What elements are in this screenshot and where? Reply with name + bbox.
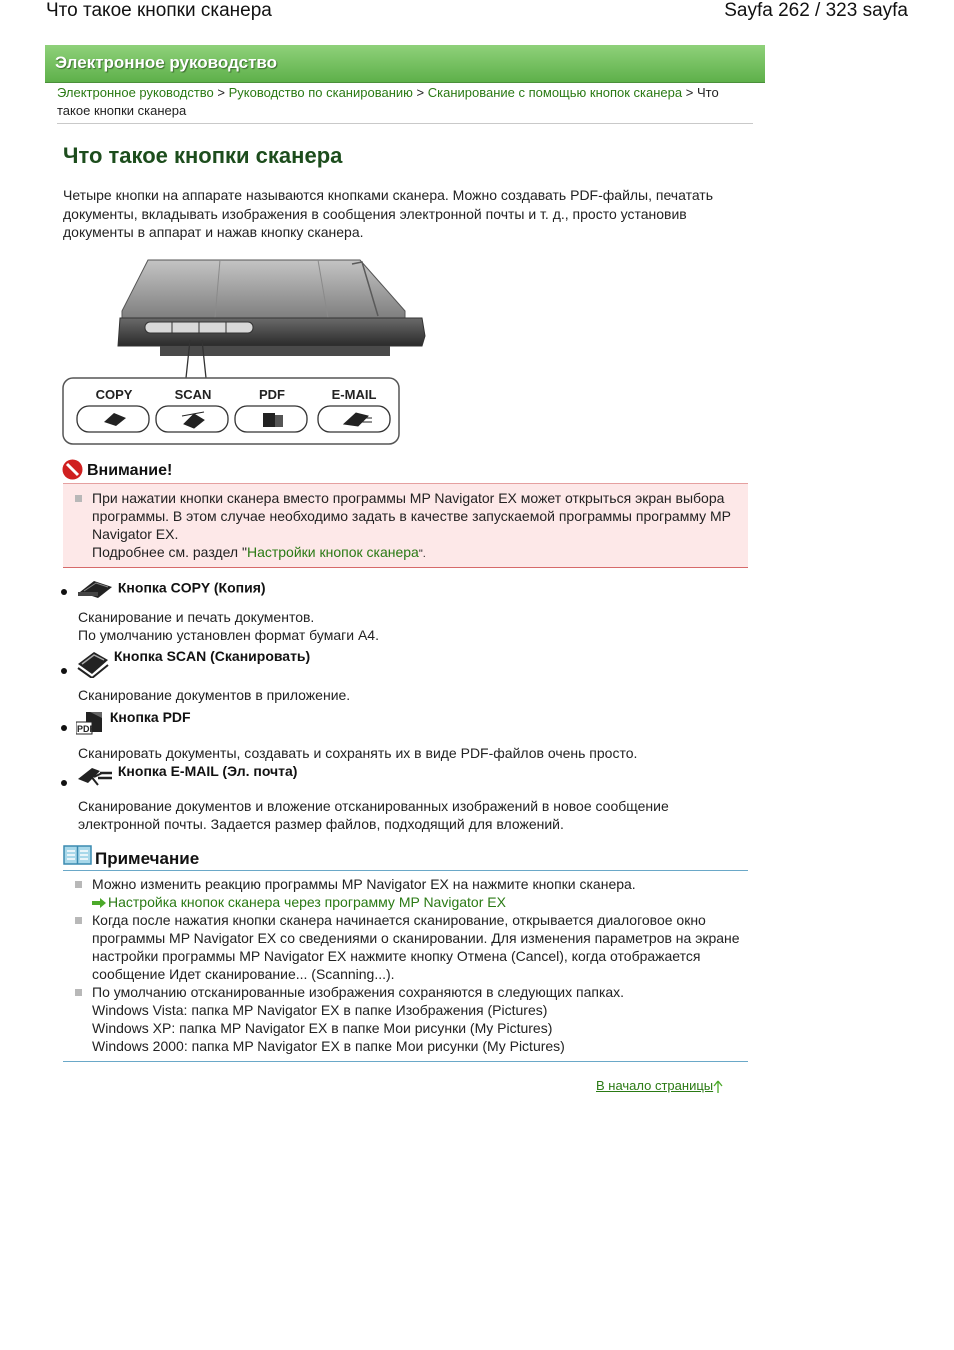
- bullet-dot: [61, 589, 67, 595]
- scan-button-title: Кнопка SCAN (Сканировать): [113, 647, 311, 664]
- scanner-label-copy: COPY: [95, 387, 133, 402]
- breadcrumb-link-scanner-buttons[interactable]: Сканирование с помощью кнопок сканера: [427, 85, 683, 100]
- svg-text:PDF: PDF: [77, 724, 95, 734]
- note-item-text: Можно изменить реакцию программы MP Navigator EX на нажмите кнопки сканера.: [92, 876, 636, 892]
- note-title: Примечание: [95, 849, 200, 868]
- breadcrumb-separator: >: [217, 85, 226, 100]
- back-to-top-label: В начало страницы: [596, 1078, 714, 1093]
- book-icon: [63, 844, 92, 866]
- copy-button-title: Кнопка COPY (Копия): [117, 579, 266, 596]
- pdf-desc-line: Сканировать документы, создавать и сохранять их в виде PDF-файлов очень просто.: [78, 745, 638, 761]
- breadcrumb-current: Что такое кнопки сканера: [57, 85, 719, 118]
- bullet-dot: [61, 725, 67, 731]
- email-button-title: Кнопка E-MAIL (Эл. почта): [117, 762, 298, 779]
- copy-icon: [76, 578, 114, 600]
- caution-more-suffix: ".: [418, 548, 426, 560]
- bullet-dot: [61, 780, 67, 786]
- page-number: Sayfa 262 / 323 sayfa: [724, 0, 908, 21]
- caution-more-prefix: Подробнее см. раздел ": [92, 544, 247, 560]
- caution-box: [63, 483, 748, 568]
- copy-desc-line: Сканирование и печать документов.: [78, 609, 315, 625]
- back-to-top-link[interactable]: [596, 1078, 723, 1094]
- breadcrumb-divider: [57, 123, 753, 124]
- arrow-right-icon: [92, 898, 106, 908]
- page-header: [46, 0, 908, 26]
- caution-more: [92, 543, 732, 563]
- note-item: [63, 911, 748, 983]
- note-divider-bottom: [63, 1061, 748, 1062]
- note-item: [63, 983, 748, 1055]
- bullet-square: [75, 495, 82, 502]
- scanner-button-settings-link[interactable]: Настройки кнопок сканера: [246, 544, 419, 560]
- manual-banner: [45, 45, 765, 83]
- scanner-illustration: [60, 256, 430, 448]
- bullet-dot: [61, 668, 67, 674]
- arrow-up-icon: [713, 1080, 723, 1094]
- email-desc-line: Сканирование документов и вложение отсканированных изображений в новое сообщение электронной почты. Задается размер файлов, подходящий для вложений.: [78, 798, 669, 832]
- note-list: [63, 875, 748, 1055]
- note-item-text: По умолчанию отсканированные изображения сохраняются в следующих папках.: [92, 984, 625, 1000]
- pdf-icon: [76, 710, 106, 736]
- copy-desc-line: По умолчанию установлен формат бумаги A4.: [78, 627, 379, 643]
- scanner-label-pdf: PDF: [259, 387, 285, 402]
- breadcrumb-separator: >: [416, 85, 425, 100]
- folder-line: Windows Vista: папка MP Navigator EX в папке Изображения (Pictures): [92, 1002, 548, 1018]
- scan-icon: [76, 648, 110, 678]
- breadcrumb-link-scan-guide[interactable]: Руководство по сканированию: [228, 85, 413, 100]
- scanner-label-scan: SCAN: [174, 387, 212, 402]
- page-header-title: Что такое кнопки сканера: [46, 0, 272, 21]
- folder-line: Windows XP: папка MP Navigator EX в папке Мои рисунки (My Pictures): [92, 1020, 553, 1036]
- banner-label: Электронное руководство: [55, 53, 278, 72]
- pdf-button-title: Кнопка PDF: [109, 708, 191, 725]
- scan-desc-line: Сканирование документов в приложение.: [78, 687, 351, 703]
- breadcrumb-link-manual[interactable]: Электронное руководство: [57, 85, 214, 100]
- configure-buttons-link[interactable]: Настройка кнопок сканера через программу MP Navigator EX: [108, 894, 506, 910]
- note-divider-top: [63, 870, 748, 871]
- email-icon: [76, 765, 114, 787]
- breadcrumb-separator: >: [685, 85, 694, 100]
- intro-paragraph: Четыре кнопки на аппарате называются кнопками сканера. Можно создавать PDF-файлы, печатать документы, вкладывать изображения в сообщения электронной почты и т. д., просто установив документы в аппарат и нажав кнопку сканера.: [63, 187, 714, 240]
- bullet-square: [75, 989, 82, 996]
- breadcrumb: [57, 84, 747, 120]
- warning-icon: [62, 459, 83, 480]
- folder-line: Windows 2000: папка MP Navigator EX в папке Мои рисунки (My Pictures): [92, 1038, 565, 1054]
- caution-text: При нажатии кнопки сканера вместо программы MP Navigator EX может открыться экран выбора программы. В этом случае необходимо задать в качестве запускаемой программы программу MP Navigator EX.: [92, 490, 731, 542]
- note-item: [63, 875, 748, 911]
- bullet-square: [75, 881, 82, 888]
- caution-title: Внимание!: [87, 462, 173, 479]
- bullet-square: [75, 917, 82, 924]
- page-title: Что такое кнопки сканера: [63, 143, 343, 168]
- note-item-text: Когда после нажатия кнопки сканера начинается сканирование, открывается диалоговое окно программы MP Navigator EX со сведениями о сканировании. Для изменения параметров на экране настройки программы MP Navigator EX нажмите кнопку Отмена (Cancel), когда отображается сообщение Идет сканирование... (Scanning...).: [92, 912, 740, 982]
- scanner-label-email: E-MAIL: [331, 387, 377, 402]
- note-link-row: [92, 893, 748, 911]
